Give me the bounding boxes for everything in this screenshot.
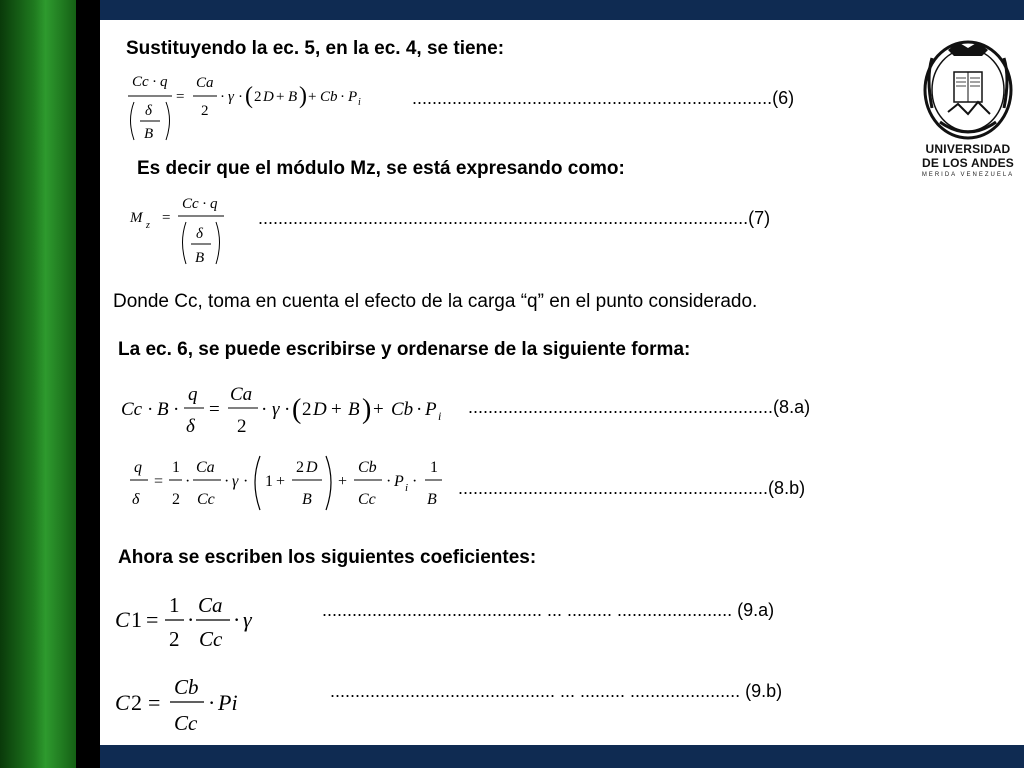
svg-text:+: +: [373, 399, 384, 420]
svg-text:·: ·: [208, 690, 216, 715]
svg-text:·: ·: [173, 399, 180, 420]
svg-text:i: i: [405, 482, 409, 494]
svg-text:=: =: [154, 473, 164, 490]
svg-text:): ): [299, 83, 307, 109]
svg-text:·: ·: [202, 196, 207, 212]
equation-9a-reference: ............................................ ... ......... ....................... (9.a): [322, 600, 775, 620]
svg-text:1: 1: [169, 593, 180, 617]
svg-text:Ca: Ca: [198, 593, 223, 617]
svg-text:δ: δ: [196, 226, 203, 242]
svg-text:=: =: [209, 399, 220, 420]
svg-text:Cb: Cb: [358, 459, 377, 476]
svg-text:Cc: Cc: [197, 491, 215, 508]
svg-text:i: i: [358, 97, 361, 108]
svg-text:·: ·: [416, 399, 423, 420]
svg-text:δ: δ: [186, 416, 195, 437]
svg-text:·: ·: [152, 74, 157, 90]
svg-text:2: 2: [296, 459, 304, 476]
svg-text:i: i: [438, 409, 442, 423]
svg-text:B: B: [144, 126, 154, 142]
svg-text:C: C: [115, 607, 130, 632]
equation-8b: [126, 452, 456, 514]
svg-text:Cc: Cc: [358, 491, 376, 508]
left-green-bar: [0, 0, 76, 768]
svg-text:Ca: Ca: [196, 75, 214, 91]
svg-text:Cb: Cb: [174, 675, 199, 699]
svg-text:=: =: [162, 210, 171, 226]
heading-module-mz: Es decir que el módulo Mz, se está expresando como:: [137, 158, 625, 179]
university-seal-icon: [918, 38, 1018, 143]
equation-9b: [112, 672, 252, 738]
equation-9b-reference: ............................................. ... ......... ...................... (9.b): [330, 681, 783, 701]
svg-text:Cc: Cc: [199, 627, 223, 651]
svg-text:Cc: Cc: [132, 74, 149, 90]
svg-text:P: P: [348, 89, 358, 105]
svg-text:): ): [362, 394, 372, 425]
svg-text:q: q: [188, 384, 198, 405]
svg-text:q: q: [210, 196, 218, 212]
svg-text:·: ·: [187, 607, 195, 632]
svg-text:2: 2: [131, 690, 142, 715]
svg-text:P: P: [425, 399, 437, 420]
svg-text:·: ·: [233, 607, 241, 632]
svg-text:1: 1: [131, 607, 142, 632]
svg-text:γ: γ: [228, 89, 234, 105]
svg-text:Ca: Ca: [230, 384, 253, 405]
svg-text:·: ·: [147, 399, 154, 420]
svg-text:·: ·: [386, 473, 392, 490]
svg-text:+: +: [338, 473, 348, 490]
logo-line-3: MERIDA VENEZUELA: [921, 172, 1015, 178]
svg-text:·: ·: [340, 89, 345, 105]
svg-text:Cb: Cb: [320, 89, 338, 105]
svg-text:+: +: [308, 89, 317, 105]
svg-text:Cb: Cb: [391, 399, 414, 420]
logo-line-1: UNIVERSIDAD: [925, 142, 1011, 156]
svg-text:2: 2: [254, 89, 262, 105]
svg-text:B: B: [195, 250, 205, 266]
equation-7: [126, 192, 236, 277]
svg-text:B: B: [348, 399, 360, 420]
svg-text:C: C: [115, 690, 130, 715]
svg-text:δ: δ: [132, 491, 140, 508]
svg-text:γ: γ: [272, 399, 280, 420]
heading-coefficients: Ahora se escriben los siguientes coeficientes:: [118, 547, 537, 568]
svg-text:(: (: [292, 394, 302, 425]
svg-text:·: ·: [224, 473, 230, 490]
svg-text:D: D: [306, 459, 318, 476]
svg-text:B: B: [288, 89, 298, 105]
svg-text:=: =: [146, 607, 159, 632]
svg-text:1: 1: [172, 459, 180, 476]
note-cc-effect: Donde Cc, toma en cuenta el efecto de la carga “q” en el punto considerado.: [113, 291, 758, 312]
svg-text:+: +: [276, 89, 285, 105]
svg-text:·: ·: [412, 473, 418, 490]
svg-text:Pi: Pi: [218, 690, 238, 715]
svg-text:B: B: [157, 399, 169, 420]
equation-8b-reference: ..............................................................(8.b): [458, 478, 806, 498]
svg-text:·: ·: [238, 89, 243, 105]
svg-text:z: z: [146, 220, 150, 231]
svg-text:1: 1: [430, 459, 438, 476]
left-black-bar: [76, 0, 100, 768]
svg-text:B: B: [427, 491, 437, 508]
svg-text:Ca: Ca: [196, 459, 215, 476]
svg-text:(: (: [245, 83, 253, 109]
svg-text:·: ·: [261, 399, 268, 420]
equation-8a-reference: .............................................................(8.a): [468, 397, 811, 417]
logo-line-2: DE LOS ANDES: [922, 156, 1014, 170]
bottom-navy-bar: [100, 745, 1024, 768]
svg-text:D: D: [313, 399, 327, 420]
svg-text:B: B: [302, 491, 312, 508]
svg-text:2: 2: [169, 627, 180, 651]
svg-text:·: ·: [220, 89, 225, 105]
svg-text:=: =: [176, 89, 185, 105]
svg-text:q: q: [134, 459, 142, 476]
svg-text:γ: γ: [232, 473, 239, 490]
equation-7-reference: ..................................................................................................(7): [258, 208, 771, 228]
svg-text:γ: γ: [243, 607, 252, 632]
svg-text:M: M: [130, 210, 143, 226]
svg-text:2: 2: [237, 416, 247, 437]
heading-reorder-eq6: La ec. 6, se puede escribirse y ordenarse de la siguiente forma:: [118, 339, 691, 360]
heading-substitution: Sustituyendo la ec. 5, en la ec. 4, se tiene:: [126, 38, 505, 59]
svg-text:·: ·: [243, 473, 249, 490]
svg-text:δ: δ: [145, 103, 152, 119]
svg-text:Cc: Cc: [182, 196, 199, 212]
university-logo: [918, 38, 1018, 188]
equation-6-reference: ........................................................................(6): [412, 88, 795, 108]
svg-text:Cc: Cc: [174, 711, 198, 735]
svg-text:D: D: [263, 89, 274, 105]
equation-6: [120, 70, 390, 150]
svg-text:·: ·: [284, 399, 291, 420]
svg-text:P: P: [394, 473, 404, 490]
svg-text:·: ·: [185, 473, 191, 490]
equation-8a: [118, 378, 458, 440]
svg-text:2: 2: [302, 399, 312, 420]
svg-text:Cc: Cc: [121, 399, 143, 420]
svg-text:1: 1: [265, 473, 273, 490]
svg-text:2: 2: [172, 491, 180, 508]
svg-text:=: =: [148, 690, 161, 715]
equation-9a: [112, 590, 272, 652]
svg-text:+: +: [331, 399, 342, 420]
svg-text:+: +: [276, 473, 286, 490]
svg-text:q: q: [160, 74, 168, 90]
svg-text:2: 2: [201, 103, 209, 119]
top-navy-bar: [100, 0, 1024, 20]
